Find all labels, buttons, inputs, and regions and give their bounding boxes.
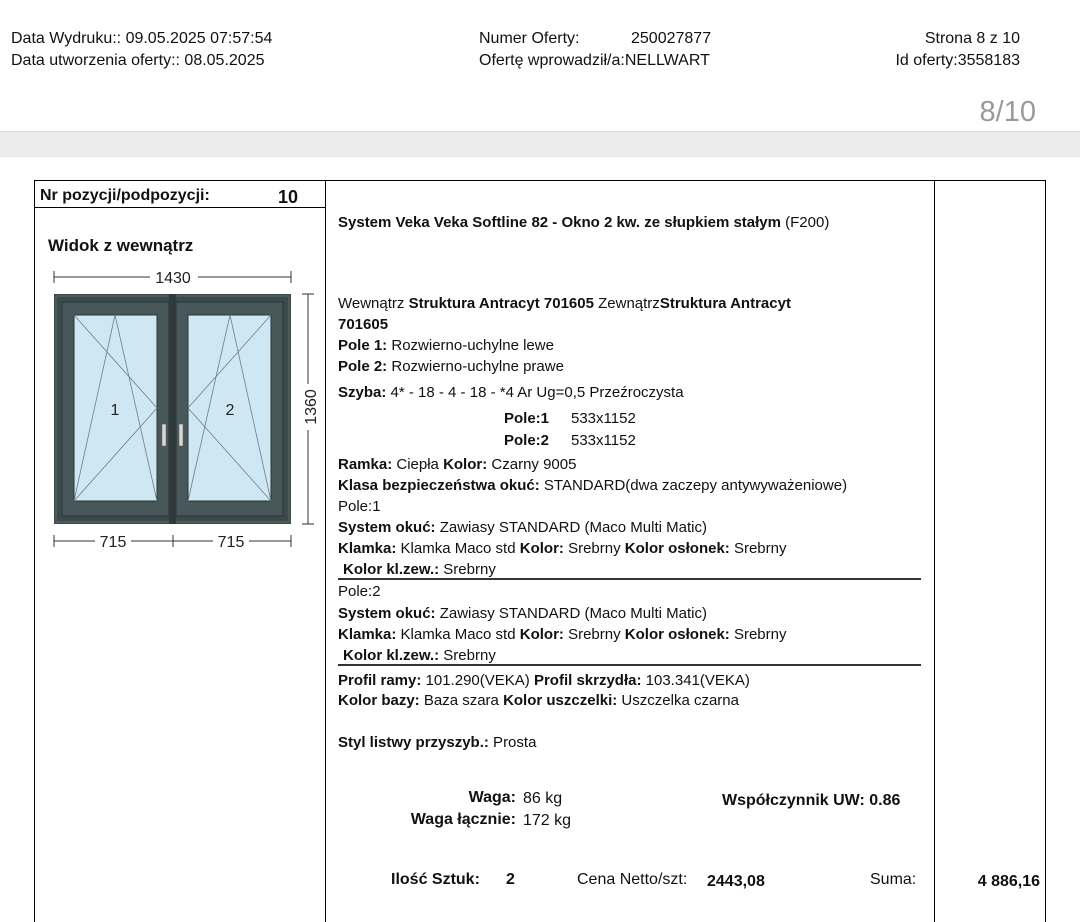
bead-line [338,733,536,754]
offer-number-label: Numer Oferty: [479,30,580,47]
window-drawing [40,262,325,554]
print-date: Data Wydruku:: 09.05.2025 07:57:54 [11,30,273,47]
base-color-line [338,691,739,712]
sum-label: Suma: [870,871,917,888]
quantity-label: Ilość Sztuk: [391,871,480,888]
pole1-label: Pole 1: [338,337,388,354]
profile-sash-value: 103.341(VEKA) [641,672,750,689]
page-counter: 8/10 [979,96,1036,128]
outside-value: Struktura Antracyt [659,295,791,312]
glass-pole2-label: Pole:2 [504,432,550,449]
section-2-handle-value: Klamka Maco std [396,626,520,643]
pole1-line [338,336,554,357]
section-2-handle [338,625,787,646]
system-code: (F200) [780,214,830,231]
frame-value: Ciepła [392,456,444,473]
weight-total-label: Waga łącznie: [410,811,516,828]
section-2-divider [338,664,921,666]
entered-by: Ofertę wprowadził/a:NELLWART [479,52,710,69]
section-2-handle-label: Klamka: [338,626,397,643]
system-title-bold: System Veka Veka Softline 82 - Okno 2 kw. ze słupkiem stałym [338,214,781,231]
weight-label: Waga: [468,789,516,806]
section-1-cover-label: Kolor osłonek: [624,540,730,557]
section-1-cover-value: Srebrny [729,540,787,557]
position-number: 10 [278,187,299,207]
profile-sash-label: Profil skrzydła: [533,672,642,689]
section-1-handle-label: Klamka: [338,540,397,557]
pole2-label: Pole 2: [338,358,388,375]
gasket-color-label: Kolor uszczelki: [503,692,618,709]
section-2-hardware-label: System okuć: [338,605,436,622]
page-separator [0,131,1080,157]
profile-frame-label: Profil ramy: [338,672,422,689]
section-2-outside-color-label: Kolor kl.zew.: [343,647,440,664]
section-1-outside-color-label: Kolor kl.zew.: [343,561,440,578]
table-left-border [34,180,35,922]
frame-color-value: Czarny 9005 [487,456,577,473]
weight-total-value: 172 kg [523,812,572,829]
bead-label: Styl listwy przyszyb.: [338,734,489,751]
section-2-handle-color-value: Srebrny [563,626,625,643]
view-label: Widok z wewnątrz [48,236,194,255]
inside-value: Struktura Antracyt 701605 [408,295,594,312]
width-left-label: 715 [99,534,127,551]
section-2-title: Pole:2 [338,583,381,600]
section-2-cover-label: Kolor osłonek: [624,626,730,643]
price-value: 2443,08 [707,873,765,890]
table-top-border [34,180,1046,181]
section-2-handle-color-label: Kolor: [519,626,564,643]
offer-id: Id oferty:3558183 [895,52,1020,69]
glass-pole1-value: 533x1152 [571,410,636,427]
section-2-hardware [338,604,707,625]
security-line [338,476,847,497]
frame-color-label: Kolor: [443,456,488,473]
quantity-value: 2 [506,871,515,888]
frame-line [338,455,576,476]
glass-label: Szyba: [338,384,387,401]
glass-line [338,383,684,404]
pole2-line [338,357,564,378]
width-total-label: 1430 [155,270,191,287]
offer-number: 250027877 [631,30,712,47]
glass-value: 4* - 18 - 4 - 18 - *4 Ar Ug=0,5 Przeźroczysta [386,384,684,401]
table-right-border [1045,180,1046,922]
glass-pole2-value: 533x1152 [571,432,636,449]
color-line [338,294,791,315]
position-label: Nr pozycji/podpozycji: [40,187,210,204]
uw-coefficient: Współczynnik UW: 0.86 [722,792,901,809]
system-title [338,213,829,234]
base-color-value: Baza szara [419,692,504,709]
gasket-color-value: Uszczelka czarna [617,692,739,709]
table-divider-1 [325,180,326,922]
section-2-hardware-value: Zawiasy STANDARD (Maco Multi Matic) [435,605,707,622]
glass-pole1-label: Pole:1 [504,410,550,427]
section-1-handle [338,539,787,560]
sash-2-label: 2 [225,402,235,419]
frame-label: Ramka: [338,456,393,473]
security-label: Klasa bezpieczeństwa okuć: [338,477,540,494]
base-color-label: Kolor bazy: [338,692,420,709]
profile-line [338,671,750,692]
section-1-title: Pole:1 [338,498,381,515]
inside-label: Wewnątrz [338,295,409,312]
created-date: Data utworzenia oferty:: 08.05.2025 [11,52,265,69]
sum-value: 4 886,16 [977,873,1040,890]
section-1-handle-value: Klamka Maco std [396,540,520,557]
security-value: STANDARD(dwa zaczepy antywyważeniowe) [539,477,848,494]
sash-1-label: 1 [110,402,120,419]
price-label: Cena Netto/szt: [577,871,688,888]
section-1-handle-color-label: Kolor: [519,540,564,557]
section-1-divider [338,578,921,580]
height-total-label: 1360 [303,389,320,425]
outside-value-cont: 701605 [338,316,389,333]
section-1-outside-color-value: Srebrny [439,561,496,578]
section-2-outside-color-value: Srebrny [439,647,496,664]
width-right-label: 715 [217,534,245,551]
weight-value: 86 kg [523,790,563,807]
pole1-value: Rozwierno-uchylne lewe [387,337,554,354]
page-number: Strona 8 z 10 [924,30,1020,47]
bead-value: Prosta [488,734,537,751]
section-2-cover-value: Srebrny [729,626,787,643]
section-1-hardware-value: Zawiasy STANDARD (Maco Multi Matic) [435,519,707,536]
table-divider-2 [934,180,935,922]
profile-frame-value: 101.290(VEKA) [421,672,534,689]
pole2-value: Rozwierno-uchylne prawe [387,358,564,375]
section-1-hardware-label: System okuć: [338,519,436,536]
section-1-hardware [338,518,707,539]
outside-label: Zewnątrz [593,295,660,312]
section-1-handle-color-value: Srebrny [563,540,625,557]
